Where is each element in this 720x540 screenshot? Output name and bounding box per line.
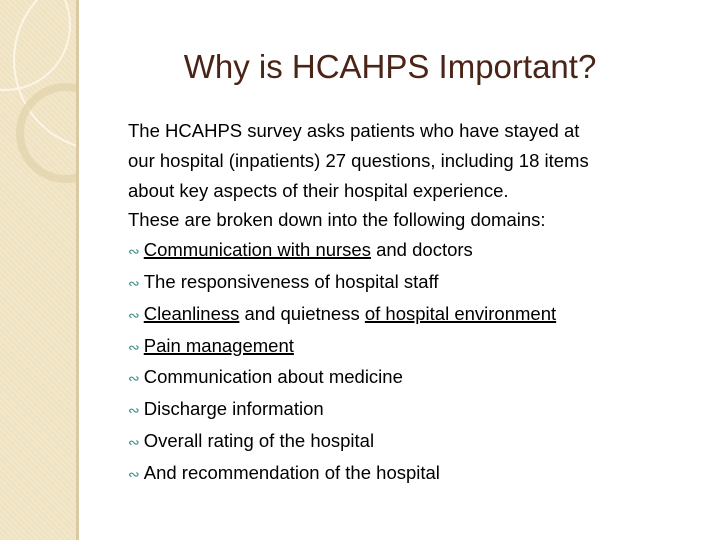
underlined-text: Communication with nurses [143,239,371,261]
domain-list [128,235,708,489]
underlined-text: Pain management [143,334,294,356]
paragraph-line: our hospital (inpatients) 27 questions, including 18 items [128,149,589,171]
underlined-text: Cleanliness [143,302,240,324]
slide-title: Why is HCAHPS Important? [183,48,597,85]
curly-bullet-icon: ∾ [128,433,140,450]
paragraph-line: These are broken down into the following domains: [128,209,546,231]
domain-list-item [128,299,708,331]
curly-bullet-icon: ∾ [128,274,140,291]
decorative-sidebar [0,0,79,540]
decorative-ring [20,87,76,179]
domain-list-item [128,458,708,490]
item-text: Overall rating of the hospital [143,429,375,451]
decorative-rings [0,0,76,200]
curly-bullet-icon: ∾ [128,306,140,323]
item-text: Discharge information [143,398,324,420]
item-text: and quietness [239,302,365,324]
domain-list-item [128,331,708,363]
decorative-ring [0,0,70,90]
paragraph-line: about key aspects of their hospital experience. [128,179,509,201]
item-text: And recommendation of the hospital [143,461,440,483]
item-text: Communication about medicine [143,366,403,388]
item-text: The responsiveness of hospital staff [143,270,439,292]
paragraph-line: The HCAHPS survey asks patients who have stayed at [128,120,580,141]
item-text: and doctors [370,239,473,261]
domain-list-item [128,362,708,394]
curly-bullet-icon: ∾ [128,338,140,355]
underlined-text: of hospital environment [364,302,557,324]
curly-bullet-icon: ∾ [128,243,140,260]
domain-list-item [128,394,708,426]
curly-bullet-icon: ∾ [128,465,140,482]
domain-list-item [128,426,708,458]
domain-list-item [128,235,708,267]
slide-body [128,116,708,490]
curly-bullet-icon: ∾ [128,370,140,387]
curly-bullet-icon: ∾ [128,402,140,419]
domain-list-item [128,267,708,299]
